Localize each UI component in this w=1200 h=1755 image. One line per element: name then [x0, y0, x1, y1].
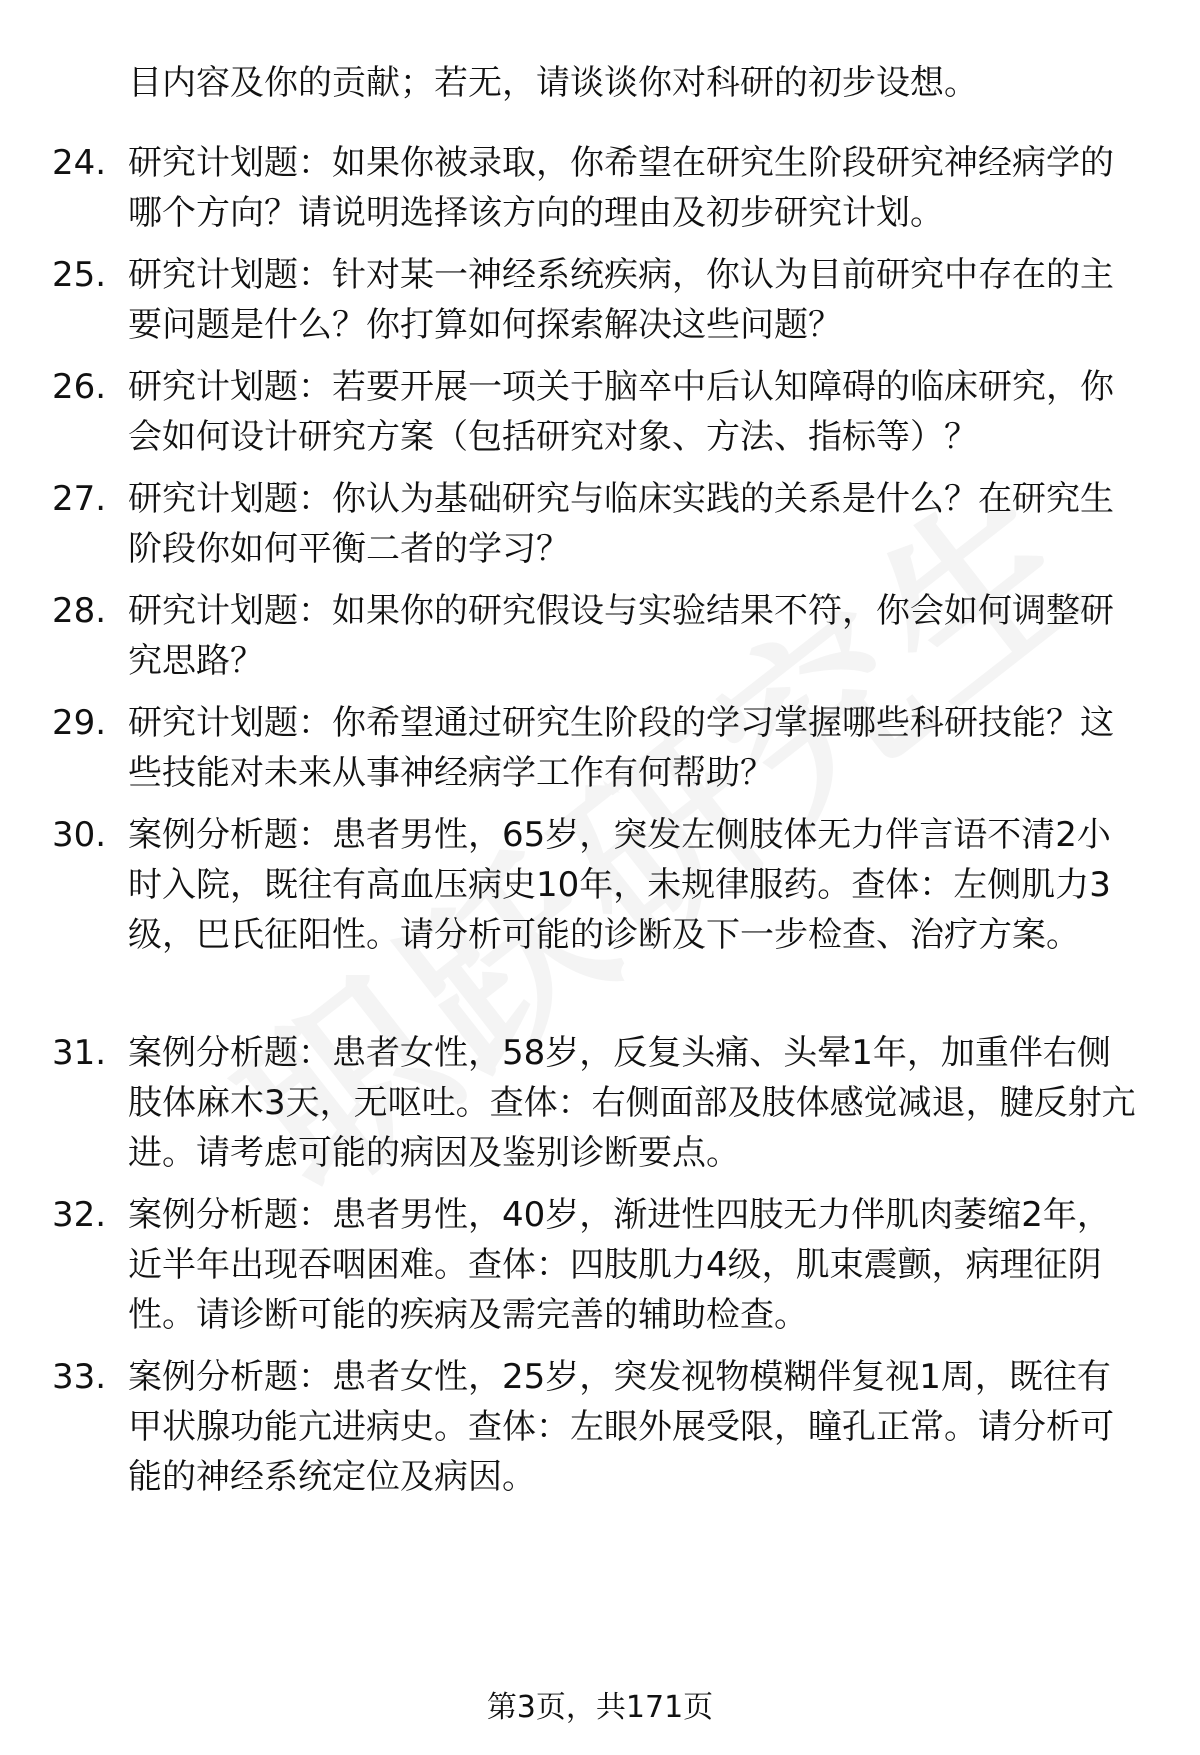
page-footer: 第3页，共171页 — [486, 1690, 714, 1725]
intro-paragraph: 目内容及你的贡献；若无，请谈谈你对科研的初步设想。 — [128, 63, 978, 103]
question-text: 研究计划题：若要开展一项关于脑卒中后认知障碍的临床研究，你会如何设计研究方案（包括研究对象、方法、指标等）？ — [128, 367, 1114, 457]
question-number: 28. — [52, 591, 107, 631]
question-text: 研究计划题：如果你的研究假设与实验结果不符，你会如何调整研究思路？ — [128, 591, 1114, 681]
question-text: 研究计划题：如果你被录取，你希望在研究生阶段研究神经病学的哪个方向？请说明选择该方向的理由及初步研究计划。 — [128, 143, 1114, 233]
question-number: 31. — [52, 1033, 107, 1073]
question-text: 案例分析题：患者女性，25岁，突发视物模糊伴复视1周，既往有甲状腺功能亢进病史。查体：左眼外展受限，瞳孔正常。请分析可能的神经系统定位及病因。 — [128, 1357, 1114, 1497]
question-number: 33. — [52, 1357, 107, 1397]
question-number: 24. — [52, 143, 107, 183]
question-number: 30. — [52, 815, 107, 855]
question-text: 研究计划题：你认为基础研究与临床实践的关系是什么？在研究生阶段你如何平衡二者的学习？ — [128, 479, 1114, 569]
question-text: 研究计划题：针对某一神经系统疾病，你认为目前研究中存在的主要问题是什么？你打算如何探索解决这些问题？ — [128, 255, 1114, 345]
question-number: 26. — [52, 367, 107, 407]
question-text: 研究计划题：你希望通过研究生阶段的学习掌握哪些科研技能？这些技能对未来从事神经病学工作有何帮助？ — [128, 703, 1114, 793]
question-text: 案例分析题：患者女性，58岁，反复头痛、头晕1年，加重伴右侧肢体麻木3天，无呕吐。查体：右侧面部及肢体感觉减退，腱反射亢进。请考虑可能的病因及鉴别诊断要点。 — [128, 1033, 1136, 1173]
question-text: 案例分析题：患者男性，65岁，突发左侧肢体无力伴言语不清2小时入院，既往有高血压病史10年，未规律服药。查体：左侧肌力3级，巴氏征阳性。请分析可能的诊断及下一步检查、治疗方案。 — [128, 815, 1111, 955]
question-number: 29. — [52, 703, 107, 743]
question-number: 25. — [52, 255, 107, 295]
question-number: 32. — [52, 1195, 107, 1235]
question-number: 27. — [52, 479, 107, 519]
question-text: 案例分析题：患者男性，40岁，渐进性四肢无力伴肌肉萎缩2年，近半年出现吞咽困难。查体：四肢肌力4级，肌束震颤，病理征阴性。请诊断可能的疾病及需完善的辅助检查。 — [128, 1195, 1111, 1335]
